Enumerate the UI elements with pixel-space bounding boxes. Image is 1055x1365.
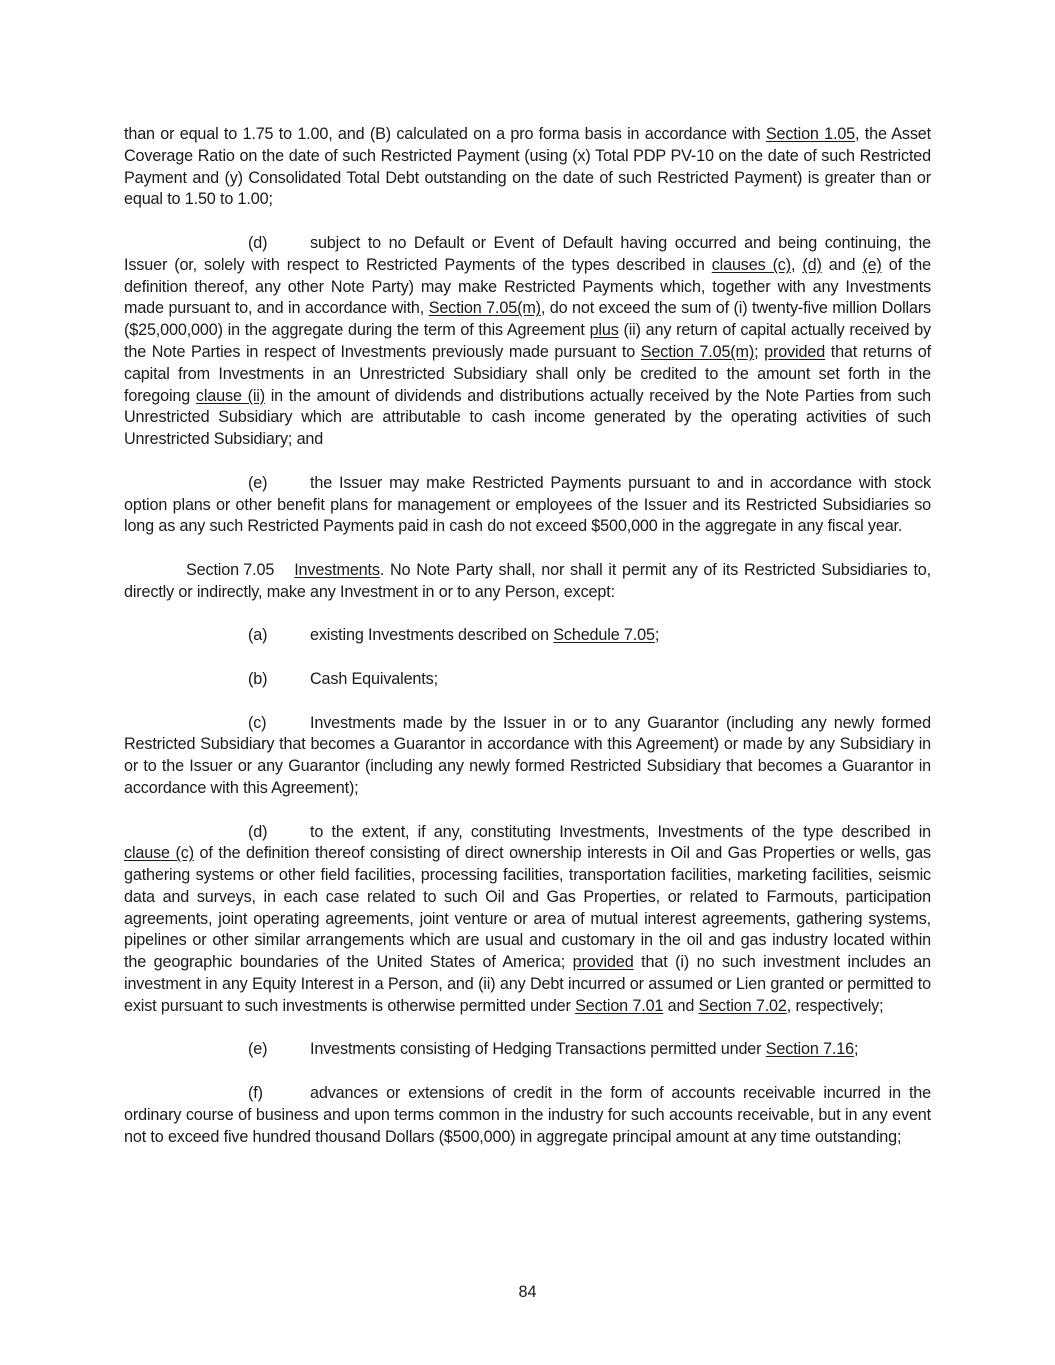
cross-reference: clause (ii) [195,386,265,405]
clause-label: (e) [248,1040,268,1059]
text-run: advances or extensions of credit in the form of accounts receivable incurred in the ordinary course of business and upon terms common in the industry for such accounts receivable, but in any event not to exceed five hundred thousand Dollars ($500,000) in aggregate principal amount at any time outstanding; [124,1084,931,1146]
cross-reference: clause (c) [124,844,194,863]
text-run: Investments made by the Issuer in or to any Guarantor (including any newly formed Restricted Subsidiary that becomes a Guarantor in accordance with this Agreement) or made by any Subsidiary in or to the Issuer or any Guarantor (including any newly formed Restricted Subsidiary that becomes a Guarantor in accordance with this Agreement); [124,713,931,797]
clause-label: (e) [248,473,268,492]
text-run: ; [853,1040,859,1059]
text-run: of the definition thereof, any other Note Party) may make Restricted Payments which, together with any Investments made pursuant to, and in accordance with, [124,255,931,318]
text-run: to the extent, if any, constituting Investments, Investments of the type described in [310,822,931,841]
text-run: the Issuer may make Restricted Payments pursuant to and in accordance with stock option plans or other benefit plans for management or employees of the Issuer and its Restricted Subsidiaries so long as any such Restricted Payments paid in cash do not exceed $500,000 in the aggregate in any fiscal year. [124,473,931,536]
paragraph-p5 [124,625,931,647]
cross-reference: clauses (c) [711,255,791,274]
cross-reference: (d) [802,255,822,274]
cross-reference: Section 7.05(m) [428,299,541,318]
paragraph-p1 [124,124,931,211]
text-run: subject to no Default or Event of Default having occurred and being continuing, the Issuer (or, solely with respect to Restricted Payments of the types described in [124,233,931,274]
text-run: ; [654,626,660,645]
cross-reference: provided [764,342,826,361]
paragraph-p10 [124,1083,931,1148]
text-run: that returns of capital from Investments in an Unrestricted Subsidiary shall only be credited to the amount set forth in the foregoing [124,342,932,405]
text-run: in the amount of dividends and distributions actually received by the Note Parties from such Unrestricted Subsidiary which are attributable to cash income generated by the operating activities of such Unrestricted Subsidiary; and [124,386,931,449]
text-run: ; [754,342,765,361]
paragraph-p9 [124,1039,931,1061]
cross-reference: Schedule 7.05 [553,626,655,645]
clause-label: (b) [248,669,268,688]
text-run: , respectively; [786,996,884,1015]
text-run: Cash Equivalents; [310,669,438,688]
page-number: 84 [518,1283,537,1301]
paragraph-p3 [124,473,931,538]
text-run: Investments consisting of Hedging Transactions permitted under [310,1040,766,1059]
section-number: Section 7.05 [186,560,275,579]
cross-reference: Section 1.05 [765,125,856,143]
paragraph-p7 [124,713,931,800]
cross-reference: plus [589,321,619,340]
cross-reference: Section 7.01 [575,996,664,1015]
cross-reference: provided [572,953,634,972]
text-run: of the definition thereof consisting of direct ownership interests in Oil and Gas Properties or wells, gas gathering systems or other field facilities, processing facilities, transportation facilities, marketing facilities, seismic data and surveys, in each case related to such Oil and Gas Properties, or related to Farmouts, participation agreements, joint operating agreements, joint venture or area of mutual interest agreements, gathering systems, pipelines or other similar arrangements which are usual and customary in the oil and gas industry located within the geographic boundaries of the United States of America; [124,844,931,972]
cross-reference: Section 7.02 [698,996,787,1015]
text-run: , the Asset Coverage Ratio on the date of such Restricted Payment (using (x) Total PDP PV-10 on the date of such Restricted Payment and (y) Consolidated Total Debt outstanding on the date of such Restricted Payment) is greater than or equal to 1.50 to 1.00; [124,125,932,209]
text-run: , [791,255,803,274]
clause-label: (f) [248,1084,263,1103]
clause-label: (d) [248,822,268,841]
paragraph-p2 [124,233,931,451]
cross-reference: Investments [294,560,380,579]
text-run: that (i) no such investment includes an investment in any Equity Interest in a Person, and (ii) any Debt incurred or assumed or Lien granted or permitted to exist pursuant to such investments is otherwise permitted under [124,953,931,1015]
document-body [124,124,931,1170]
clause-label: (a) [248,626,268,645]
cross-reference: (e) [862,255,882,274]
text-run: and [821,255,863,274]
text-run: than or equal to 1.75 to 1.00, and (B) calculated on a pro forma basis in accordance with [124,125,766,143]
cross-reference: Section 7.05(m) [640,342,755,361]
paragraph-p8 [124,822,931,1018]
text-run: and [663,996,699,1015]
clause-label: (d) [248,233,268,252]
text-run: . No Note Party shall, nor shall it permit any of its Restricted Subsidiaries to, directly or indirectly, make any Investment in or to any Person, except: [124,560,931,601]
text-run: , do not exceed the sum of (i) twenty-five million Dollars ($25,000,000) in the aggregate during the term of this Agreement [124,299,931,340]
paragraph-p4 [124,560,931,604]
text-run: (ii) any return of capital actually received by the Note Parties in respect of Investments previously made pursuant to [124,321,931,361]
paragraph-p6 [124,669,931,691]
clause-label: (c) [248,713,267,732]
text-run: existing Investments described on [310,626,554,645]
cross-reference: Section 7.16 [765,1040,854,1059]
